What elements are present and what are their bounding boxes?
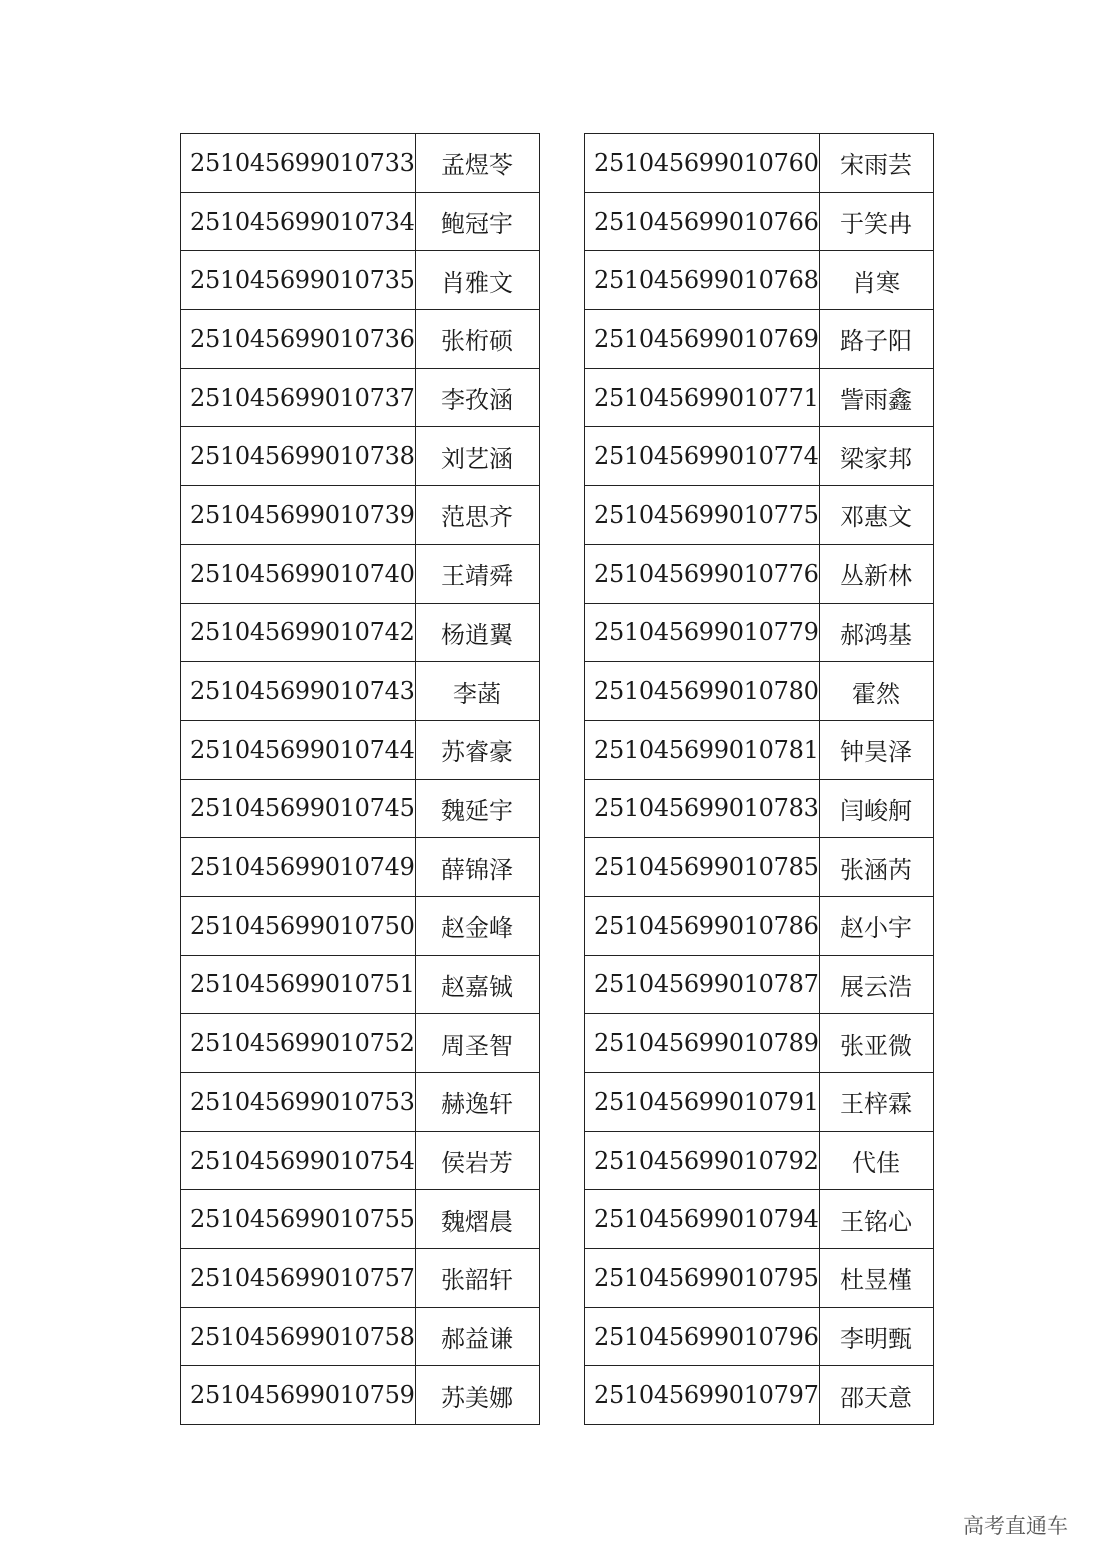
table-row (585, 427, 934, 486)
candidate-name: 孟煜苓 (415, 134, 539, 193)
candidate-name: 闫峻舸 (819, 779, 933, 838)
table-row (181, 1073, 540, 1132)
roster-table-left (180, 133, 540, 1425)
table-row (181, 603, 540, 662)
candidate-name: 霍然 (819, 662, 933, 721)
roster-table-right (584, 133, 934, 1425)
candidate-id: 251045699010733 (181, 134, 416, 193)
candidate-name: 赫逸轩 (415, 1073, 539, 1132)
candidate-id: 251045699010779 (585, 603, 820, 662)
candidate-id: 251045699010734 (181, 192, 416, 251)
candidate-name: 邵天意 (819, 1366, 933, 1425)
candidate-name: 李菡 (415, 662, 539, 721)
candidate-name: 于笑冉 (819, 192, 933, 251)
candidate-name: 肖寒 (819, 251, 933, 310)
candidate-id: 251045699010797 (585, 1366, 820, 1425)
candidate-id: 251045699010736 (181, 310, 416, 369)
table-row (585, 1190, 934, 1249)
candidate-id: 251045699010792 (585, 1131, 820, 1190)
table-row (585, 251, 934, 310)
table-row (585, 1073, 934, 1132)
table-row (181, 134, 540, 193)
candidate-name: 魏延宇 (415, 779, 539, 838)
candidate-id: 251045699010783 (585, 779, 820, 838)
candidate-name: 张桁硕 (415, 310, 539, 369)
candidate-name: 杜昱槿 (819, 1249, 933, 1308)
candidate-name: 李明甄 (819, 1307, 933, 1366)
candidate-id: 251045699010766 (585, 192, 820, 251)
candidate-id: 251045699010751 (181, 955, 416, 1014)
candidate-name: 赵小宇 (819, 896, 933, 955)
table-row (585, 1307, 934, 1366)
candidate-name: 薛锦泽 (415, 838, 539, 897)
candidate-id: 251045699010735 (181, 251, 416, 310)
candidate-id: 251045699010758 (181, 1307, 416, 1366)
candidate-id: 251045699010781 (585, 720, 820, 779)
table-row (585, 955, 934, 1014)
candidate-name: 张亚微 (819, 1014, 933, 1073)
candidate-id: 251045699010745 (181, 779, 416, 838)
candidate-name: 肖雅文 (415, 251, 539, 310)
table-row (585, 1249, 934, 1308)
candidate-name: 王铭心 (819, 1190, 933, 1249)
table-row (181, 955, 540, 1014)
candidate-id: 251045699010776 (585, 544, 820, 603)
candidate-id: 251045699010771 (585, 368, 820, 427)
candidate-id: 251045699010774 (585, 427, 820, 486)
candidate-id: 251045699010738 (181, 427, 416, 486)
candidate-id: 251045699010749 (181, 838, 416, 897)
table-row (181, 1249, 540, 1308)
table-row (181, 192, 540, 251)
table-row (585, 838, 934, 897)
candidate-name: 訾雨鑫 (819, 368, 933, 427)
candidate-id: 251045699010796 (585, 1307, 820, 1366)
candidate-name: 路子阳 (819, 310, 933, 369)
table-row (181, 838, 540, 897)
table-row (585, 368, 934, 427)
table-row (181, 1190, 540, 1249)
table-row (181, 427, 540, 486)
candidate-name: 魏熠晨 (415, 1190, 539, 1249)
candidate-id: 251045699010786 (585, 896, 820, 955)
candidate-id: 251045699010754 (181, 1131, 416, 1190)
table-row (585, 544, 934, 603)
candidate-id: 251045699010791 (585, 1073, 820, 1132)
candidate-name: 鲍冠宇 (415, 192, 539, 251)
candidate-name: 丛新林 (819, 544, 933, 603)
candidate-id: 251045699010789 (585, 1014, 820, 1073)
candidate-id: 251045699010759 (181, 1366, 416, 1425)
candidate-id: 251045699010768 (585, 251, 820, 310)
candidate-id: 251045699010743 (181, 662, 416, 721)
candidate-name: 郝益谦 (415, 1307, 539, 1366)
candidate-name: 苏睿豪 (415, 720, 539, 779)
table-row (585, 486, 934, 545)
candidate-name: 钟昊泽 (819, 720, 933, 779)
candidate-name: 宋雨芸 (819, 134, 933, 193)
table-row (585, 720, 934, 779)
table-row (181, 720, 540, 779)
candidate-name: 张韶轩 (415, 1249, 539, 1308)
candidate-id: 251045699010753 (181, 1073, 416, 1132)
table-row (181, 1014, 540, 1073)
table-row (585, 1014, 934, 1073)
candidate-name: 刘艺涵 (415, 427, 539, 486)
table-row (181, 310, 540, 369)
candidate-name: 赵嘉铖 (415, 955, 539, 1014)
table-row (181, 779, 540, 838)
candidate-name: 代佳 (819, 1131, 933, 1190)
candidate-id: 251045699010785 (585, 838, 820, 897)
table-row (181, 1307, 540, 1366)
table-row (585, 310, 934, 369)
table-row (585, 1366, 934, 1425)
candidate-id: 251045699010739 (181, 486, 416, 545)
candidate-id: 251045699010787 (585, 955, 820, 1014)
table-row (181, 896, 540, 955)
table-row (181, 486, 540, 545)
candidate-name: 赵金峰 (415, 896, 539, 955)
candidate-id: 251045699010737 (181, 368, 416, 427)
candidate-id: 251045699010740 (181, 544, 416, 603)
candidate-id: 251045699010742 (181, 603, 416, 662)
candidate-id: 251045699010757 (181, 1249, 416, 1308)
source-watermark: 高考直通车 (963, 1514, 1068, 1538)
table-row (585, 1131, 934, 1190)
candidate-id: 251045699010760 (585, 134, 820, 193)
table-row (585, 192, 934, 251)
table-row (181, 662, 540, 721)
table-row (181, 1131, 540, 1190)
table-row (585, 779, 934, 838)
table-row (181, 1366, 540, 1425)
candidate-id: 251045699010769 (585, 310, 820, 369)
candidate-name: 王梓霖 (819, 1073, 933, 1132)
table-row (585, 896, 934, 955)
table-row (181, 544, 540, 603)
candidate-id: 251045699010794 (585, 1190, 820, 1249)
candidate-id: 251045699010780 (585, 662, 820, 721)
candidate-name: 梁家邦 (819, 427, 933, 486)
candidate-id: 251045699010752 (181, 1014, 416, 1073)
candidate-name: 展云浩 (819, 955, 933, 1014)
candidate-id: 251045699010755 (181, 1190, 416, 1249)
table-row (585, 134, 934, 193)
candidate-id: 251045699010775 (585, 486, 820, 545)
table-row (181, 251, 540, 310)
table-row (585, 603, 934, 662)
candidate-name: 邓惠文 (819, 486, 933, 545)
candidate-name: 周圣智 (415, 1014, 539, 1073)
candidate-name: 李孜涵 (415, 368, 539, 427)
candidate-name: 郝鸿基 (819, 603, 933, 662)
candidate-id: 251045699010750 (181, 896, 416, 955)
candidate-id: 251045699010744 (181, 720, 416, 779)
candidate-name: 张涵芮 (819, 838, 933, 897)
candidate-id: 251045699010795 (585, 1249, 820, 1308)
candidate-name: 范思齐 (415, 486, 539, 545)
table-row (181, 368, 540, 427)
candidate-name: 苏美娜 (415, 1366, 539, 1425)
table-row (585, 662, 934, 721)
candidate-name: 王靖舜 (415, 544, 539, 603)
candidate-name: 杨逍翼 (415, 603, 539, 662)
candidate-name: 侯岩芳 (415, 1131, 539, 1190)
